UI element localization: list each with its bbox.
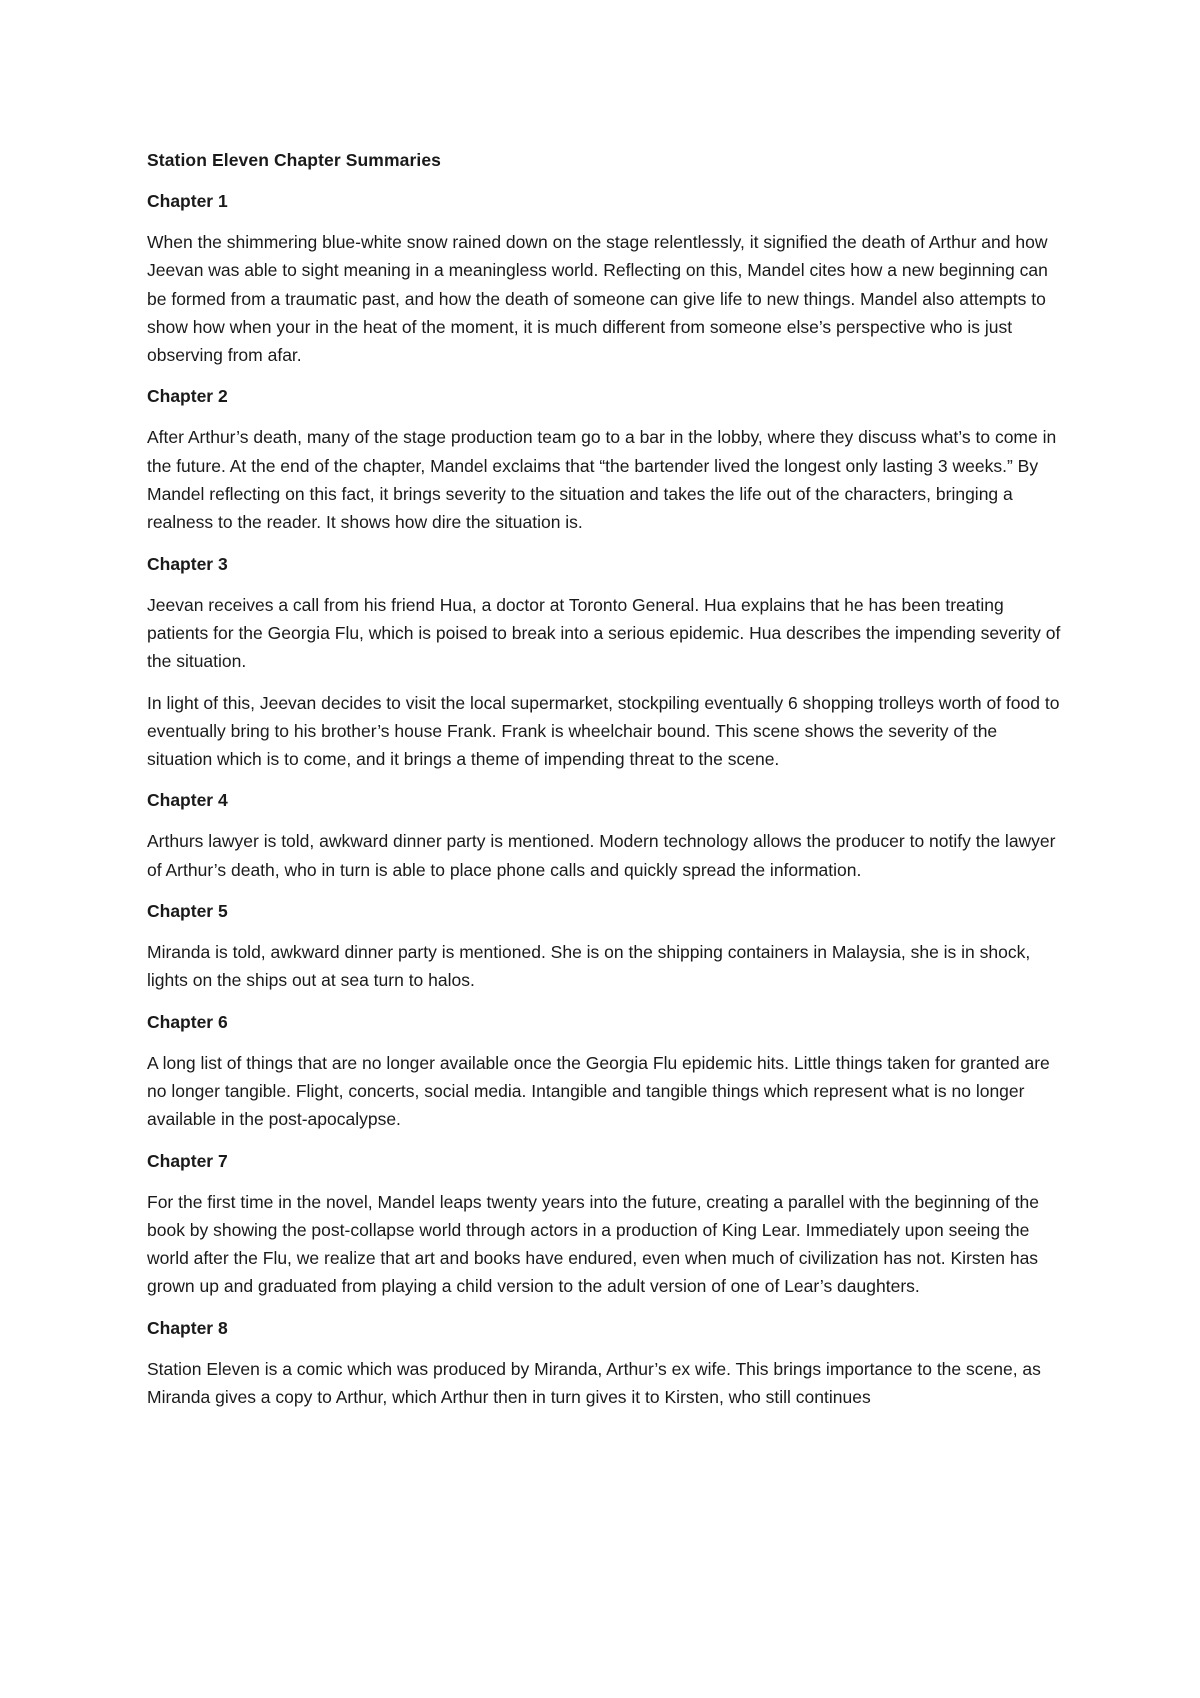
chapter-section: [147, 382, 1062, 536]
chapter-paragraph: Station Eleven is a comic which was produced by Miranda, Arthur’s ex wife. This brings importance to the scene, as Miranda gives a copy to Arthur, which Arthur then in turn gives it to Kirsten, who still continues: [147, 1358, 1041, 1408]
chapter-paragraph: In light of this, Jeevan decides to visit the local supermarket, stockpiling eventually 6 shopping trolleys worth of food to eventually bring to his brother’s house Frank. Frank is wheelchair bound. This scene shows the severity of the situation which is to come, and it brings a theme of impending threat to the scene.: [147, 692, 1060, 770]
chapter-paragraph: For the first time in the novel, Mandel leaps twenty years into the future, creating a parallel with the beginning of the book by showing the post-collapse world through actors in a production of King Lear. Immediately upon seeing the world after the Flu, we realize that art and books have endured, even when much of civilization has not. Kirsten has grown up and graduated from playing a child version to the adult version of one of Lear’s daughters.: [147, 1191, 1040, 1297]
chapter-section: [147, 1314, 1062, 1412]
chapter-paragraph: After Arthur’s death, many of the stage production team go to a bar in the lobby, where they discuss what’s to come in the future. At the end of the chapter, Mandel exclaims that “the bartender lived the longest only lasting 3 weeks.” By Mandel reflecting on this fact, it brings severity to the situation and takes the life out of the characters, bringing a realness to the reader. It shows how dire the situation is.: [147, 427, 1057, 533]
chapter-section: [147, 1008, 1062, 1134]
chapter-heading: Chapter 1: [147, 191, 228, 211]
chapter-section: [147, 550, 1062, 774]
chapter-heading: Chapter 3: [147, 553, 228, 574]
chapter-heading: Chapter 7: [147, 1150, 228, 1171]
chapter-section: [147, 187, 1062, 369]
chapter-paragraph: When the shimmering blue-white snow rained down on the stage relentlessly, it signified the death of Arthur and how Jeevan was able to sight meaning in a meaningless world. Reflecting on this, Mandel cites how a new beginning can be formed from a traumatic past, and how the death of someone can give life to new things. Mandel also attempts to show how when your in the heat of the moment, it is much different from someone else’s perspective who is just observing from afar.: [147, 232, 1048, 366]
chapter-heading: Chapter 5: [147, 901, 228, 922]
document-title: Station Eleven Chapter Summaries: [147, 150, 441, 170]
chapter-section: [147, 786, 1062, 884]
document-body: [147, 146, 1062, 1424]
chapter-heading: Chapter 4: [147, 790, 228, 811]
chapter-paragraph: A long list of things that are no longer available once the Georgia Flu epidemic hits. Little things taken for granted are no longer tangible. Flight, concerts, social media. Intangible and tangible things which represent what is no longer available in the post-apocalypse.: [147, 1052, 1050, 1130]
chapter-paragraph: Jeevan receives a call from his friend Hua, a doctor at Toronto General. Hua explains that he has been treating patients for the Georgia Flu, which is poised to break into a serious epidemic. Hua describes the impending severity of the situation.: [147, 594, 1061, 672]
chapter-section: [147, 897, 1062, 995]
chapter-heading: Chapter 8: [147, 1317, 228, 1338]
chapter-paragraph: Miranda is told, awkward dinner party is mentioned. She is on the shipping containers in Malaysia, she is in shock, lights on the ships out at sea turn to halos.: [147, 942, 1031, 991]
chapter-heading: Chapter 2: [147, 386, 228, 407]
chapter-heading: Chapter 6: [147, 1011, 228, 1032]
chapter-section: [147, 1147, 1062, 1301]
chapter-paragraph: Arthurs lawyer is told, awkward dinner party is mentioned. Modern technology allows the producer to notify the lawyer of Arthur’s death, who in turn is able to place phone calls and quickly spread the information.: [147, 831, 1056, 880]
